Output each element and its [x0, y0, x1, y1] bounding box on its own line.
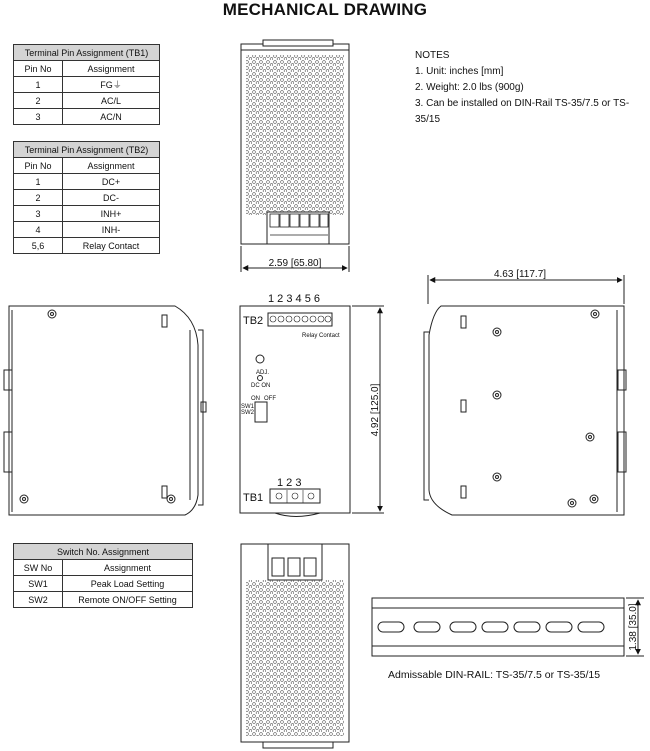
note-3: 3. Can be installed on DIN-Rail TS-35/7.5 or TS-35/15	[415, 98, 630, 125]
top-view	[241, 40, 349, 272]
tb1-pin-numbers: 1 2 3	[277, 477, 302, 489]
table-cell: AC/L	[63, 93, 160, 109]
rail-caption: Admissable DIN-RAIL: TS-35/7.5 or TS-35/15	[388, 669, 601, 681]
tb2-label: TB2	[243, 315, 264, 327]
right-side-view	[424, 275, 626, 515]
table-cell: 2	[14, 190, 63, 206]
width-dimension: 2.59 [65.80]	[268, 258, 322, 269]
bottom-view	[241, 544, 349, 748]
note-2: 2. Weight: 2.0 lbs (900g)	[415, 82, 524, 93]
notes-heading: NOTES	[415, 50, 450, 61]
adj-label: ADJ.	[256, 370, 270, 376]
table-caption: Switch No. Assignment	[14, 544, 193, 560]
column-header: Pin No	[14, 158, 63, 174]
note-1: 1. Unit: inches [mm]	[415, 66, 504, 77]
table-cell: DC+	[63, 174, 160, 190]
table-caption: Terminal Pin Assignment (TB2)	[14, 142, 160, 158]
sw1-label: SW1	[241, 404, 255, 410]
dc-on-label: DC ON	[251, 383, 271, 389]
depth-dimension: 4.63 [117.7]	[493, 269, 547, 280]
table-cell: 1	[14, 174, 63, 190]
table-caption: Terminal Pin Assignment (TB1)	[14, 45, 160, 61]
table-cell: 4	[14, 222, 63, 238]
height-dimension: 4.92 [125.0]	[370, 383, 381, 437]
tb2-pin-numbers: 1 2 3 4 5 6	[268, 293, 320, 305]
column-header: Assignment	[63, 560, 193, 576]
table-cell: AC/N	[63, 109, 160, 125]
table-cell: FG⏚	[63, 77, 160, 93]
din-rail	[372, 598, 644, 656]
table-cell: 3	[14, 109, 63, 125]
table-cell: INH-	[63, 222, 160, 238]
table-cell: 1	[14, 77, 63, 93]
table-cell: SW2	[14, 592, 63, 608]
column-header: SW No	[14, 560, 63, 576]
table-cell: 5,6	[14, 238, 63, 254]
rail-dimension: 1.38 [35.0]	[628, 603, 639, 651]
relay-contact-label: Relay Contact	[302, 333, 340, 339]
table-cell: DC-	[63, 190, 160, 206]
page-title: MECHANICAL DRAWING	[222, 0, 428, 19]
table-cell: INH+	[63, 206, 160, 222]
switch-off-label: OFF	[264, 396, 276, 402]
table-cell: Peak Load Setting	[63, 576, 193, 592]
table-cell: Relay Contact	[63, 238, 160, 254]
table-cell: SW1	[14, 576, 63, 592]
switch-on-label: ON	[251, 396, 260, 402]
tb1-label: TB1	[243, 492, 264, 504]
table-cell: 2	[14, 93, 63, 109]
column-header: Assignment	[63, 158, 160, 174]
table-cell: Remote ON/OFF Setting	[63, 592, 193, 608]
table-cell: 3	[14, 206, 63, 222]
column-header: Pin No	[14, 61, 63, 77]
left-side-view	[4, 306, 206, 515]
sw2-label: SW2	[241, 410, 255, 416]
column-header: Assignment	[63, 61, 160, 77]
